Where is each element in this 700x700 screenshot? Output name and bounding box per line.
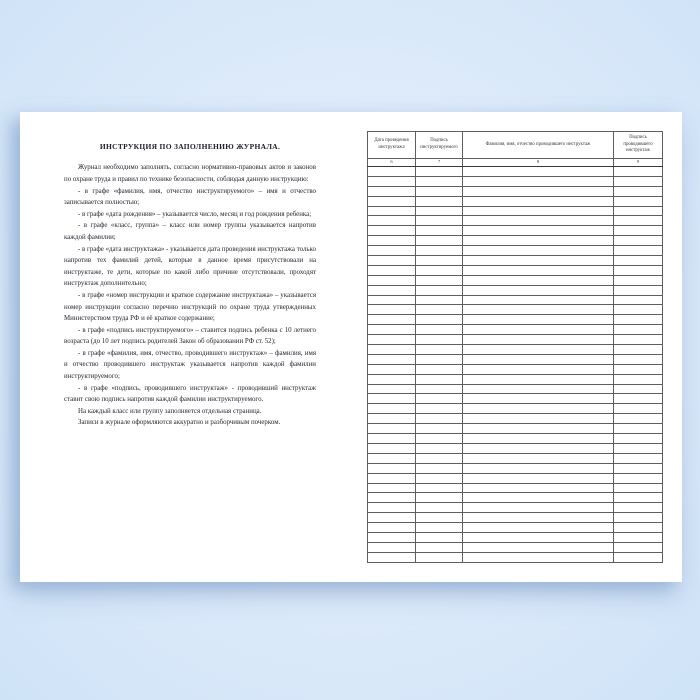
table-cell: [368, 354, 416, 364]
table-row: [368, 236, 663, 246]
table-row: [368, 335, 663, 345]
table-cell: [463, 196, 614, 206]
table-cell: [614, 523, 663, 533]
table-row: [368, 256, 663, 266]
table-row: [368, 384, 663, 394]
table-cell: [463, 513, 614, 523]
table-cell: [416, 483, 463, 493]
journal-table: [367, 131, 663, 563]
table-cell: [368, 265, 416, 275]
table-cell: [614, 196, 663, 206]
instruction-page: [64, 142, 316, 429]
column-number: 7: [416, 159, 463, 167]
table-row: [368, 246, 663, 256]
instruction-paragraph: - в графе «фамилия, имя, отчество, проводившего инструктаж» – фамилия, имя и отчество проводившего инструктаж указывается напротив каждой фамилии инструктируемого;: [64, 349, 316, 381]
table-cell: [614, 414, 663, 424]
table-cell: [416, 424, 463, 434]
table-cell: [368, 236, 416, 246]
table-cell: [416, 256, 463, 266]
table-cell: [416, 384, 463, 394]
table-cell: [614, 335, 663, 345]
table-cell: [614, 493, 663, 503]
table-cell: [463, 394, 614, 404]
table-cell: [614, 186, 663, 196]
table-cell: [368, 414, 416, 424]
table-row: [368, 523, 663, 533]
column-header: Подпись инструктируемого: [416, 132, 463, 159]
table-cell: [416, 345, 463, 355]
table-cell: [416, 275, 463, 285]
table-cell: [368, 384, 416, 394]
table-cell: [368, 196, 416, 206]
table-cell: [463, 434, 614, 444]
table-cell: [614, 354, 663, 364]
table-row: [368, 463, 663, 473]
table-cell: [368, 394, 416, 404]
table-cell: [368, 404, 416, 414]
table-cell: [614, 206, 663, 216]
table-cell: [368, 513, 416, 523]
table-cell: [416, 167, 463, 177]
table-cell: [463, 305, 614, 315]
table-row: [368, 295, 663, 305]
column-header: Подпись проводившего инструктаж: [614, 132, 663, 159]
column-header: Дата проведения инструктажа: [368, 132, 416, 159]
table-row: [368, 424, 663, 434]
table-cell: [463, 167, 614, 177]
table-row: [368, 414, 663, 424]
column-number: 8: [463, 159, 614, 167]
table-cell: [368, 443, 416, 453]
instruction-paragraph: - в графе «подпись инструктируемого» – ставится подпись ребенка с 10 летнего возраста (до 10 лет подпись родителей Закон об образовании РФ ст. 52);: [64, 326, 316, 346]
table-cell: [416, 542, 463, 552]
table-cell: [416, 354, 463, 364]
table-row: [368, 552, 663, 562]
table-row: [368, 374, 663, 384]
table-cell: [368, 275, 416, 285]
table-row: [368, 453, 663, 463]
table-cell: [463, 483, 614, 493]
table-row: [368, 532, 663, 542]
table-row: [368, 394, 663, 404]
table-cell: [416, 493, 463, 503]
table-cell: [368, 325, 416, 335]
table-cell: [416, 434, 463, 444]
table-cell: [614, 424, 663, 434]
table-cell: [614, 315, 663, 325]
table-cell: [368, 434, 416, 444]
table-cell: [463, 542, 614, 552]
table-cell: [614, 176, 663, 186]
table-cell: [614, 265, 663, 275]
table-page: [367, 131, 663, 563]
table-row: [368, 176, 663, 186]
table-cell: [368, 463, 416, 473]
table-cell: [463, 176, 614, 186]
table-cell: [368, 364, 416, 374]
table-cell: [416, 315, 463, 325]
table-cell: [416, 335, 463, 345]
table-cell: [614, 473, 663, 483]
instruction-text: [64, 162, 316, 429]
table-cell: [614, 532, 663, 542]
table-cell: [416, 443, 463, 453]
table-cell: [368, 453, 416, 463]
table-cell: [416, 374, 463, 384]
table-cell: [614, 384, 663, 394]
table-cell: [416, 305, 463, 315]
column-number: 9: [614, 159, 663, 167]
instruction-paragraph: - в графе «фамилия, имя, отчество инструктируемого» – имя и отчество записывается полностью;: [64, 187, 316, 207]
table-cell: [614, 236, 663, 246]
table-row: [368, 354, 663, 364]
table-cell: [368, 226, 416, 236]
table-cell: [416, 532, 463, 542]
table-cell: [368, 503, 416, 513]
table-cell: [463, 503, 614, 513]
table-cell: [368, 345, 416, 355]
instruction-paragraph: Записи в журнале оформляются аккуратно и разборчивым почерком.: [78, 419, 281, 427]
table-row: [368, 265, 663, 275]
column-numbering-row: [368, 159, 663, 167]
table-cell: [614, 443, 663, 453]
column-header: Фамилия, имя, отчество проводившего инструктаж: [463, 132, 614, 159]
table-cell: [463, 335, 614, 345]
table-cell: [368, 315, 416, 325]
table-cell: [463, 463, 614, 473]
table-cell: [614, 275, 663, 285]
table-cell: [463, 315, 614, 325]
table-cell: [368, 305, 416, 315]
table-cell: [463, 325, 614, 335]
column-number: 6: [368, 159, 416, 167]
table-cell: [368, 295, 416, 305]
table-row: [368, 226, 663, 236]
table-row: [368, 364, 663, 374]
instruction-paragraph: - в графе «номер инструкции и краткое содержание инструктажа» – указывается номер инструкции согласно перечню инструкций по охране труда утвержденных Министерством труда РФ и её краткое содержание;: [64, 291, 316, 323]
table-cell: [416, 394, 463, 404]
table-cell: [416, 265, 463, 275]
table-row: [368, 186, 663, 196]
table-cell: [368, 216, 416, 226]
table-cell: [368, 532, 416, 542]
table-cell: [614, 345, 663, 355]
table-header-row: [368, 132, 663, 159]
table-cell: [463, 354, 614, 364]
instruction-paragraph: - в графе «подпись, проводившего инструктаж» - проводивший инструктаж ставит свою подпись напротив каждой фамилии инструктируемого.: [64, 384, 316, 404]
table-row: [368, 434, 663, 444]
table-cell: [463, 206, 614, 216]
table-row: [368, 275, 663, 285]
table-cell: [463, 374, 614, 384]
table-cell: [463, 443, 614, 453]
table-cell: [368, 167, 416, 177]
instruction-paragraph: - в графе «дата инструктажа» - указывается дата проведения инструктажа только напротив тех фамилий детей, которые в данное время присутствовали на инструктаже, те дети, которые по какой либо причине отсутствовали, проходят инструктаж дополнительно;: [64, 245, 316, 288]
table-row: [368, 483, 663, 493]
table-cell: [463, 275, 614, 285]
table-cell: [463, 295, 614, 305]
table-row: [368, 443, 663, 453]
table-cell: [368, 335, 416, 345]
table-cell: [463, 186, 614, 196]
table-cell: [614, 513, 663, 523]
table-cell: [368, 246, 416, 256]
journal-sheet: [20, 112, 682, 582]
table-row: [368, 167, 663, 177]
table-row: [368, 216, 663, 226]
table-row: [368, 493, 663, 503]
table-cell: [614, 256, 663, 266]
table-cell: [614, 374, 663, 384]
table-cell: [368, 206, 416, 216]
table-cell: [463, 256, 614, 266]
table-cell: [614, 285, 663, 295]
table-cell: [614, 483, 663, 493]
table-cell: [463, 285, 614, 295]
table-cell: [463, 414, 614, 424]
table-cell: [614, 305, 663, 315]
table-cell: [368, 256, 416, 266]
table-cell: [368, 542, 416, 552]
table-row: [368, 305, 663, 315]
table-cell: [368, 493, 416, 503]
table-cell: [416, 325, 463, 335]
table-cell: [463, 226, 614, 236]
table-cell: [368, 424, 416, 434]
table-cell: [368, 473, 416, 483]
instruction-paragraph: На каждый класс или группу заполняется отдельная страница.: [78, 407, 262, 415]
table-cell: [416, 364, 463, 374]
table-cell: [463, 532, 614, 542]
table-cell: [416, 236, 463, 246]
table-cell: [416, 414, 463, 424]
table-cell: [463, 364, 614, 374]
table-cell: [614, 404, 663, 414]
table-row: [368, 285, 663, 295]
table-cell: [368, 186, 416, 196]
table-cell: [463, 384, 614, 394]
table-cell: [463, 404, 614, 414]
table-row: [368, 196, 663, 206]
table-cell: [614, 295, 663, 305]
table-cell: [463, 236, 614, 246]
table-cell: [463, 246, 614, 256]
table-cell: [463, 453, 614, 463]
table-row: [368, 345, 663, 355]
table-row: [368, 503, 663, 513]
table-cell: [416, 453, 463, 463]
table-cell: [463, 424, 614, 434]
table-cell: [416, 196, 463, 206]
table-cell: [368, 483, 416, 493]
instruction-paragraph: - в графе «дата рождения» – указывается число, месяц и год рождения ребенка;: [78, 210, 312, 218]
table-cell: [463, 265, 614, 275]
table-cell: [614, 246, 663, 256]
table-cell: [463, 473, 614, 483]
table-cell: [614, 503, 663, 513]
table-cell: [368, 552, 416, 562]
table-cell: [614, 226, 663, 236]
table-cell: [416, 552, 463, 562]
table-cell: [416, 186, 463, 196]
table-cell: [416, 216, 463, 226]
table-row: [368, 325, 663, 335]
instruction-paragraph: - в графе «класс, группа» – класс или номер группы указывается напротив каждой фамилии;: [64, 222, 316, 241]
table-cell: [368, 176, 416, 186]
table-row: [368, 206, 663, 216]
table-cell: [416, 523, 463, 533]
table-cell: [416, 226, 463, 236]
table-cell: [368, 523, 416, 533]
table-cell: [416, 513, 463, 523]
table-cell: [463, 552, 614, 562]
table-cell: [416, 404, 463, 414]
table-cell: [614, 463, 663, 473]
table-cell: [614, 325, 663, 335]
table-cell: [416, 503, 463, 513]
table-cell: [416, 463, 463, 473]
table-cell: [614, 167, 663, 177]
table-cell: [614, 453, 663, 463]
table-cell: [416, 206, 463, 216]
table-row: [368, 542, 663, 552]
table-row: [368, 473, 663, 483]
instruction-paragraph: Журнал необходимо заполнять, согласно нормативно-правовых актов и законов по охране труда и правил по технике безопасности, соблюдая данную инструкцию:: [64, 164, 316, 183]
table-cell: [416, 295, 463, 305]
table-cell: [368, 374, 416, 384]
table-cell: [463, 523, 614, 533]
table-cell: [614, 394, 663, 404]
table-cell: [416, 285, 463, 295]
table-cell: [614, 552, 663, 562]
table-cell: [416, 473, 463, 483]
table-cell: [463, 345, 614, 355]
table-cell: [368, 285, 416, 295]
table-row: [368, 513, 663, 523]
table-row: [368, 315, 663, 325]
table-cell: [614, 216, 663, 226]
page-title: ИНСТРУКЦИЯ ПО ЗАПОЛНЕНИЮ ЖУРНАЛА.: [99, 142, 281, 151]
table-cell: [463, 493, 614, 503]
table-cell: [463, 216, 614, 226]
table-cell: [614, 434, 663, 444]
table-cell: [416, 246, 463, 256]
table-row: [368, 404, 663, 414]
table-cell: [416, 176, 463, 186]
table-cell: [614, 364, 663, 374]
table-cell: [614, 542, 663, 552]
